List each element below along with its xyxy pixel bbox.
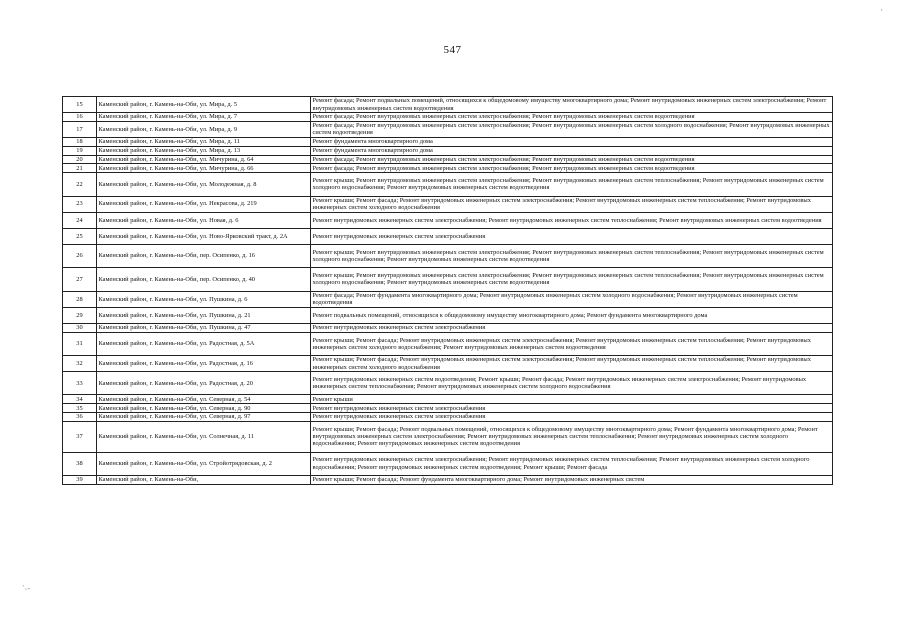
row-number: 39 xyxy=(63,475,97,484)
row-address: Каменский район, г. Камень-на-Оби, ул. Пушкина, д. 21 xyxy=(97,307,311,323)
row-address: Каменский район, г. Камень-на-Оби, ул. Северная, д. 90 xyxy=(97,404,311,413)
row-works: Ремонт крыши; Ремонт фасада; Ремонт внутридомовых инженерных систем электроснабжения; Ремонт внутридомовых инженерных систем теплоснабжения; Ремонт внутридомовых инженерных систем холодного водоснабжения xyxy=(311,196,833,212)
row-address: Каменский район, г. Камень-на-Оби, ул. Радостная, д. 5А xyxy=(97,332,311,355)
table-row xyxy=(63,244,833,267)
row-number: 32 xyxy=(63,356,97,372)
row-address: Каменский район, г. Камень-на-Оби, ул. Радостная, д. 20 xyxy=(97,372,311,395)
row-number: 19 xyxy=(63,146,97,155)
table-row xyxy=(63,113,833,122)
table-row xyxy=(63,121,833,137)
row-address: Каменский район, г. Камень-на-Оби, ул. Молодежная, д. 8 xyxy=(97,173,311,196)
row-address: Каменский район, г. Камень-на-Оби, ул. Новая, д. 6 xyxy=(97,212,311,228)
row-address: Каменский район, г. Камень-на-Оби, ул. Радостная, д. 16 xyxy=(97,356,311,372)
row-works: Ремонт крыши; Ремонт фасада; Ремонт фундамента многоквартирного дома; Ремонт внутридомовых инженерных систем xyxy=(311,475,833,484)
row-number: 34 xyxy=(63,395,97,404)
table-row xyxy=(63,228,833,244)
row-works: Ремонт внутридомовых инженерных систем электроснабжения xyxy=(311,323,833,332)
row-works: Ремонт крыши; Ремонт фасада; Ремонт подвальных помещений, относящихся к общедомовому имуществу многоквартирного дома; Ремонт фундамента многоквартирного дома; Ремонт внутридомовых инженерных систем электроснабжения; Ремонт внутридомовых инженерных систем теплоснабжения; Ремонт внутридомовых инженерных систем холодного водоснабжения; Ремонт внутридомовых инженерных систем водоотведения xyxy=(311,421,833,452)
row-works: Ремонт фасада; Ремонт внутридомовых инженерных систем электроснабжения; Ремонт внутридомовых инженерных систем водоотведения xyxy=(311,113,833,122)
row-works: Ремонт крыши; Ремонт внутридомовых инженерных систем электроснабжения; Ремонт внутридомовых инженерных систем теплоснабжения; Ремонт внутридомовых инженерных систем холодного водоснабжения; Ремонт внутридомовых инженерных систем водоотведения xyxy=(311,244,833,267)
row-works: Ремонт внутридомовых инженерных систем электроснабжения xyxy=(311,413,833,422)
row-number: 29 xyxy=(63,307,97,323)
row-address: Каменский район, г. Камень-на-Оби, пер. Осипенко, д. 16 xyxy=(97,244,311,267)
table-row xyxy=(63,146,833,155)
row-works: Ремонт внутридомовых инженерных систем электроснабжения xyxy=(311,228,833,244)
row-address: Каменский район, г. Камень-на-Оби, ул. Мира, д. 5 xyxy=(97,97,311,113)
row-number: 31 xyxy=(63,332,97,355)
row-address: Каменский район, г. Камень-на-Оби, ул. Солнечная, д. 11 xyxy=(97,421,311,452)
row-number: 15 xyxy=(63,97,97,113)
table-row xyxy=(63,356,833,372)
row-works: Ремонт фасада; Ремонт внутридомовых инженерных систем электроснабжения; Ремонт внутридомовых инженерных систем водоотведения xyxy=(311,164,833,173)
table-row xyxy=(63,372,833,395)
row-address: Каменский район, г. Камень-на-Оби, ул. Мира, д. 11 xyxy=(97,137,311,146)
row-number: 23 xyxy=(63,196,97,212)
row-number: 28 xyxy=(63,291,97,307)
table-row xyxy=(63,307,833,323)
row-works: Ремонт крыши; Ремонт фасада; Ремонт внутридомовых инженерных систем электроснабжения; Ремонт внутридомовых инженерных систем теплоснабжения; Ремонт внутридомовых инженерных систем холодного водоснабжения xyxy=(311,356,833,372)
row-works: Ремонт фундамента многоквартирного дома xyxy=(311,146,833,155)
table-row xyxy=(63,164,833,173)
row-address: Каменский район, г. Камень-на-Оби, ул. Мира, д. 9 xyxy=(97,121,311,137)
row-address: Каменский район, г. Камень-на-Оби, ул. Мира, д. 7 xyxy=(97,113,311,122)
table-row xyxy=(63,421,833,452)
row-address: Каменский район, г. Камень-на-Оби, ул. Ново-Ярковский тракт, д. 2А xyxy=(97,228,311,244)
row-address: Каменский район, г. Камень-на-Оби, ул. Мира, д. 13 xyxy=(97,146,311,155)
row-works: Ремонт внутридомовых инженерных систем электроснабжения xyxy=(311,404,833,413)
row-works: Ремонт внутридомовых инженерных систем электроснабжения; Ремонт внутридомовых инженерных систем теплоснабжения; Ремонт внутридомовых инженерных систем водоотведения xyxy=(311,212,833,228)
row-works: Ремонт фасада; Ремонт подвальных помещений, относящихся к общедомовому имуществу многоквартирного дома; Ремонт внутридомовых инженерных систем электроснабжения; Ремонт внутридомовых инженерных систем водоотведения xyxy=(311,97,833,113)
row-number: 38 xyxy=(63,452,97,475)
row-works: Ремонт внутридомовых инженерных систем водоотведения; Ремонт крыши; Ремонт фасада; Ремонт внутридомовых инженерных систем электроснабжения; Ремонт внутридомовых инженерных систем теплоснабжения; Ремонт внутридомовых инженерных систем холодного водоснабжения xyxy=(311,372,833,395)
table-row xyxy=(63,452,833,475)
row-address: Каменский район, г. Камень-на-Оби, ул. Пушкина, д. 47 xyxy=(97,323,311,332)
row-number: 16 xyxy=(63,113,97,122)
row-address: Каменский район, г. Камень-на-Оби, ул. Мичурина, д. 64 xyxy=(97,155,311,164)
table-row xyxy=(63,413,833,422)
row-works: Ремонт фасада; Ремонт внутридомовых инженерных систем электроснабжения; Ремонт внутридомовых инженерных систем водоотведения xyxy=(311,155,833,164)
row-works: Ремонт внутридомовых инженерных систем электроснабжения; Ремонт внутридомовых инженерных систем теплоснабжения; Ремонт внутридомовых инженерных систем холодного водоснабжения; Ремонт внутридомовых инженерных систем водоотведения; Ремонт крыши; Ремонт фасада xyxy=(311,452,833,475)
table-row xyxy=(63,395,833,404)
table-row xyxy=(63,404,833,413)
row-works: Ремонт подвальных помещений, относящихся к общедомовому имуществу многоквартирного дома; Ремонт фундамента многоквартирного дома xyxy=(311,307,833,323)
table-row xyxy=(63,291,833,307)
row-number: 30 xyxy=(63,323,97,332)
table-row xyxy=(63,212,833,228)
table-row xyxy=(63,155,833,164)
row-number: 20 xyxy=(63,155,97,164)
row-address: Каменский район, г. Камень-на-Оби, ул. Северная, д. 54 xyxy=(97,395,311,404)
row-number: 17 xyxy=(63,121,97,137)
table-row xyxy=(63,332,833,355)
row-number: 36 xyxy=(63,413,97,422)
row-address: Каменский район, г. Камень-на-Оби, ул. Мичурина, д. 66 xyxy=(97,164,311,173)
works-table-body xyxy=(63,97,833,485)
row-number: 22 xyxy=(63,173,97,196)
row-works: Ремонт фундамента многоквартирного дома xyxy=(311,137,833,146)
table-row xyxy=(63,268,833,291)
table-row xyxy=(63,97,833,113)
row-works: Ремонт крыши; Ремонт фасада; Ремонт внутридомовых инженерных систем электроснабжения; Ремонт внутридомовых инженерных систем теплоснабжения; Ремонт внутридомовых инженерных систем холодного водоснабжения; Ремонт внутридомовых инженерных систем водоотведения xyxy=(311,332,833,355)
row-number: 33 xyxy=(63,372,97,395)
table-row xyxy=(63,475,833,484)
row-number: 37 xyxy=(63,421,97,452)
row-number: 25 xyxy=(63,228,97,244)
row-address: Каменский район, г. Камень-на-Оби, ул. Северная, д. 97 xyxy=(97,413,311,422)
row-number: 27 xyxy=(63,268,97,291)
row-address: Каменский район, г. Камень-на-Оби, ул. Пушкина, д. 6 xyxy=(97,291,311,307)
row-address: Каменский район, г. Камень-на-Оби, пер. Осипенко, д. 40 xyxy=(97,268,311,291)
row-works: Ремонт крыши; Ремонт внутридомовых инженерных систем электроснабжения; Ремонт внутридомовых инженерных систем теплоснабжения; Ремонт внутридомовых инженерных систем холодного водоснабжения; Ремонт внутридомовых инженерных систем водоотведения xyxy=(311,268,833,291)
table-row xyxy=(63,323,833,332)
row-number: 35 xyxy=(63,404,97,413)
table-row xyxy=(63,137,833,146)
row-works: Ремонт фасада; Ремонт внутридомовых инженерных систем электроснабжения; Ремонт внутридомовых инженерных систем холодного водоснабжения; Ремонт внутридомовых инженерных систем водоотведения xyxy=(311,121,833,137)
row-number: 24 xyxy=(63,212,97,228)
page-number: 547 xyxy=(443,44,462,56)
row-number: 21 xyxy=(63,164,97,173)
scan-speck: ˋ˴- xyxy=(22,584,30,593)
row-works: Ремонт крыши; Ремонт внутридомовых инженерных систем электроснабжения; Ремонт внутридомовых инженерных систем теплоснабжения; Ремонт внутридомовых инженерных систем холодного водоснабжения; Ремонт внутридомовых инженерных систем водоотведения xyxy=(311,173,833,196)
corner-mark: · xyxy=(880,6,883,15)
works-table xyxy=(62,96,833,485)
row-works: Ремонт крыши xyxy=(311,395,833,404)
row-address: Каменский район, г. Камень-на-Оби, ул. Некрасова, д. 219 xyxy=(97,196,311,212)
table-row xyxy=(63,173,833,196)
table-row xyxy=(63,196,833,212)
row-address: Каменский район, г. Камень-на-Оби, ул. Стройотрядовская, д. 2 xyxy=(97,452,311,475)
row-address: Каменский район, г. Камень-на-Оби, xyxy=(97,475,311,484)
row-number: 26 xyxy=(63,244,97,267)
row-works: Ремонт фасада; Ремонт фундамента многоквартирного дома; Ремонт внутридомовых инженерных систем холодного водоснабжения; Ремонт внутридомовых инженерных систем водоотведения xyxy=(311,291,833,307)
row-number: 18 xyxy=(63,137,97,146)
